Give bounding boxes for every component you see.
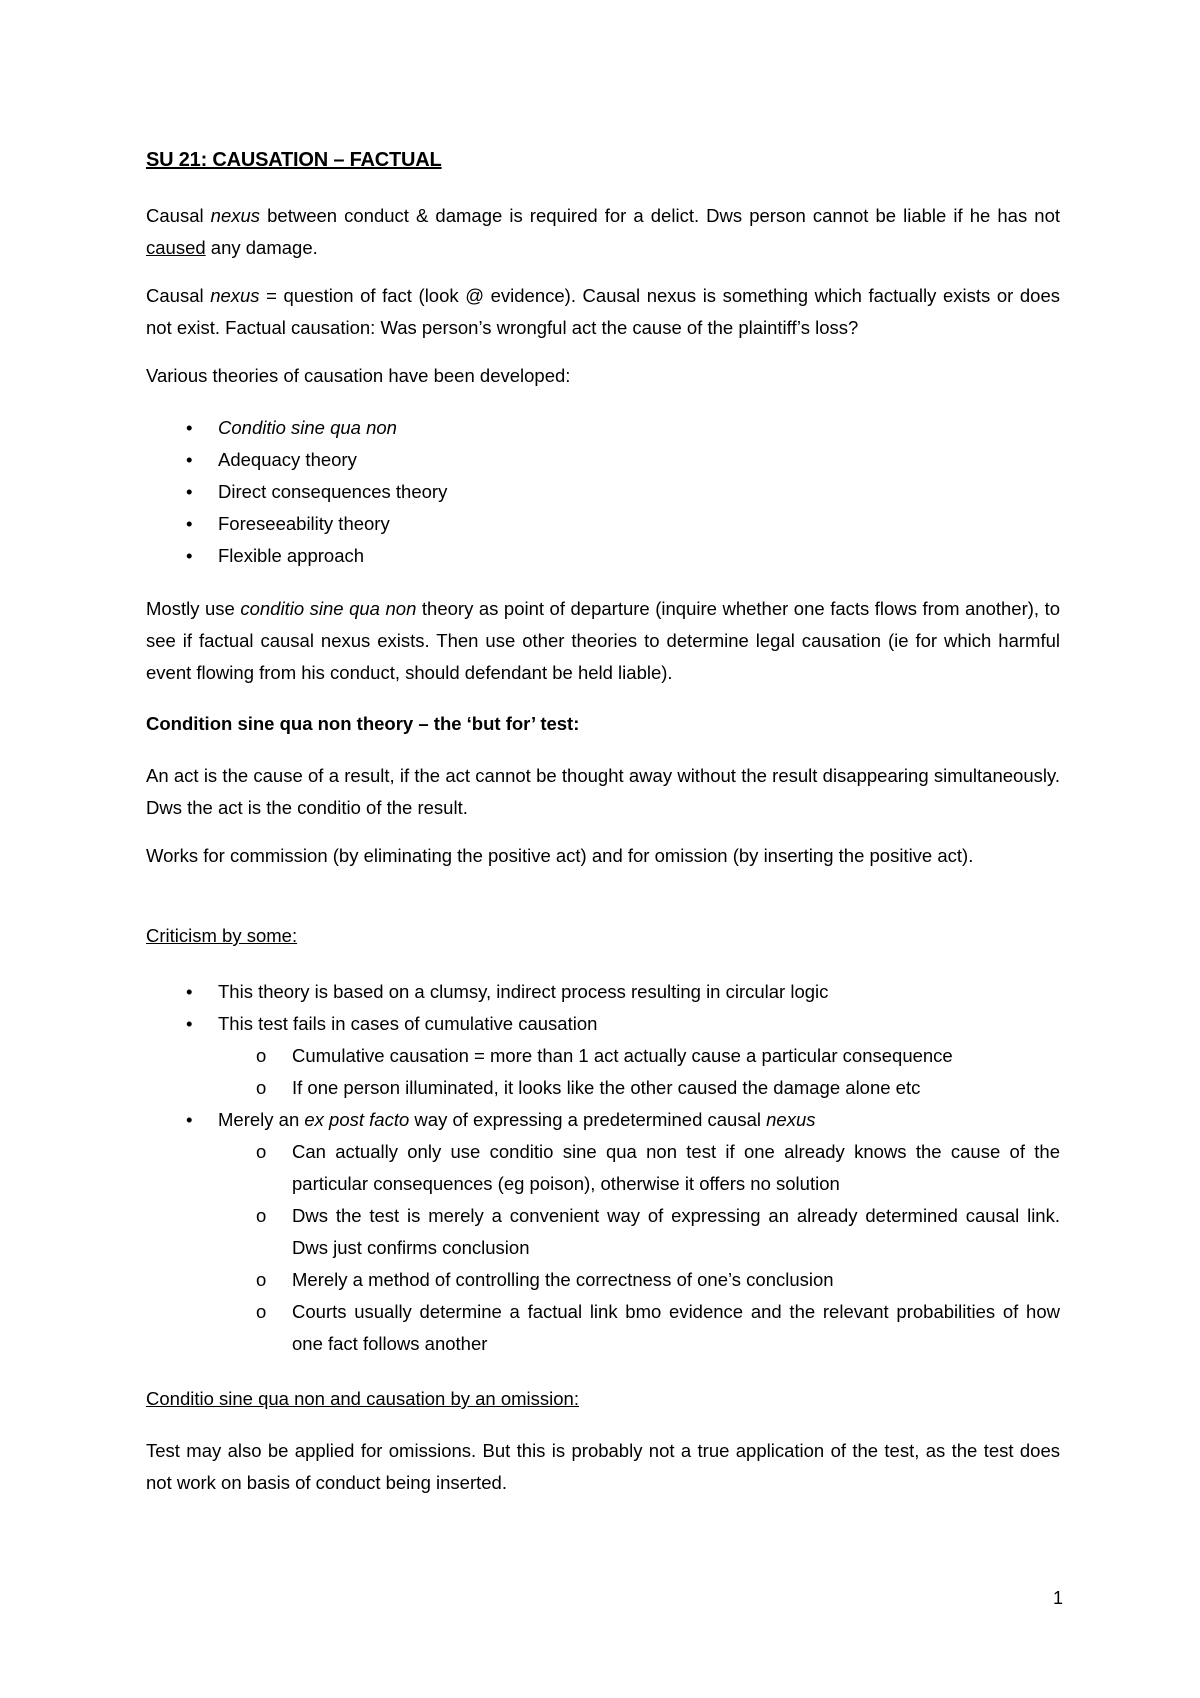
text: = question of fact (look @ evidence). Causal nexus is something which factually exists or does not exist. Factual causation: Was person’s wrongful act the cause of the plaintiff’s loss? xyxy=(146,285,1060,338)
page-title: SU 21: CAUSATION – FACTUAL xyxy=(146,149,442,171)
list-item: • Direct consequences theory xyxy=(146,476,1060,508)
text-underlined: caused xyxy=(146,237,206,258)
bullet-icon: • xyxy=(186,981,193,1002)
text-italic: conditio sine qua non xyxy=(240,598,417,619)
bullet-icon: • xyxy=(186,1109,193,1130)
sub-list-item: o Can actually only use conditio sine qua non test if one already knows the cause of the particular consequences (eg poison), otherwise it offers no solution xyxy=(146,1136,1060,1200)
sub-list-item: o Courts usually determine a factual link bmo evidence and the relevant probabilities of how one fact follows another xyxy=(146,1296,1060,1360)
page-number: 1 xyxy=(1053,1588,1064,1608)
text: any damage. xyxy=(205,237,318,258)
circle-bullet-icon: o xyxy=(256,1301,267,1322)
bullet-icon: • xyxy=(186,449,193,470)
circle-bullet-icon: o xyxy=(256,1077,267,1098)
circle-bullet-icon: o xyxy=(256,1141,267,1162)
sub-list-item: o Cumulative causation = more than 1 act actually cause a particular consequence xyxy=(146,1040,1060,1072)
paragraph-question-of-fact xyxy=(146,280,1060,344)
document-page xyxy=(146,0,1060,1698)
paragraph-omissions: Test may also be applied for omissions. But this is probably not a true application of the test, as the test does not work on basis of conduct being inserted. xyxy=(146,1440,1060,1493)
text-italic: nexus xyxy=(210,205,261,226)
text: Mostly use xyxy=(146,598,241,619)
text: between conduct & damage is required for a delict. Dws person cannot be liable if he has not xyxy=(260,205,1060,226)
bullet-icon: • xyxy=(186,545,193,566)
bullet-icon: • xyxy=(186,417,193,438)
section-heading: Condition sine qua non theory – the ‘but for’ test: xyxy=(146,713,580,734)
criticism-list xyxy=(146,976,1060,1360)
theories-list xyxy=(146,412,1060,572)
bullet-icon: • xyxy=(186,481,193,502)
paragraph-commission-omission: Works for commission (by eliminating the positive act) and for omission (by inserting the positive act). xyxy=(146,845,974,866)
text: theory as point of departure (inquire whether one facts flows from another), to see if factual causal nexus exists. Then use other theories to determine legal causation (ie for which harmful event flowing from his conduct, should defendant be held liable). xyxy=(146,598,1061,683)
sub-list xyxy=(218,1040,1060,1104)
text: Causal xyxy=(146,205,211,226)
bullet-icon: • xyxy=(186,513,193,534)
paragraph-causal-nexus xyxy=(146,200,1060,264)
list-item: • Merely an ex post facto way of expressing a predetermined causal nexus o Can actually only use conditio sine qua non test if one already knows the cause of the particular consequences (eg poison), otherwise it offers no solution o Dws the test is merely a convenient way of expressing an already determined causal link. Dws just confirms conclusion o Merely a method of controlling the correctness of one’s conclusion o Courts usually determine a factual link bmo evidence and the relevant probabilities of how one fact follows another xyxy=(146,1104,1060,1360)
bullet-icon: • xyxy=(186,1013,193,1034)
section-heading-omission: Conditio sine qua non and causation by an omission: xyxy=(146,1388,579,1409)
list-item: • Adequacy theory xyxy=(146,444,1060,476)
sub-list-item: o If one person illuminated, it looks like the other caused the damage alone etc xyxy=(146,1072,1060,1104)
paragraph-act-cause: An act is the cause of a result, if the act cannot be thought away without the result disappearing simultaneously. Dws the act is the conditio of the result. xyxy=(146,765,1060,818)
section-heading-criticism: Criticism by some: xyxy=(146,925,298,946)
circle-bullet-icon: o xyxy=(256,1205,267,1226)
text-italic: nexus xyxy=(210,285,260,306)
sub-list xyxy=(218,1136,1060,1360)
list-item: • This test fails in cases of cumulative causation o Cumulative causation = more than 1 act actually cause a particular consequence o If one person illuminated, it looks like the other caused the damage alone etc xyxy=(146,1008,1060,1104)
circle-bullet-icon: o xyxy=(256,1045,267,1066)
list-item: • Conditio sine qua non xyxy=(146,412,1060,444)
paragraph-point-of-departure xyxy=(146,593,1060,689)
circle-bullet-icon: o xyxy=(256,1269,267,1290)
sub-list-item: o Merely a method of controlling the correctness of one’s conclusion xyxy=(146,1264,1060,1296)
list-item: • This theory is based on a clumsy, indirect process resulting in circular logic xyxy=(146,976,1060,1008)
paragraph-theories-intro: Various theories of causation have been developed: xyxy=(146,365,571,386)
list-item: • Foreseeability theory xyxy=(146,508,1060,540)
text: Causal xyxy=(146,285,211,306)
list-item: • Flexible approach xyxy=(146,540,1060,572)
sub-list-item: o Dws the test is merely a convenient way of expressing an already determined causal link. Dws just confirms conclusion xyxy=(146,1200,1060,1264)
